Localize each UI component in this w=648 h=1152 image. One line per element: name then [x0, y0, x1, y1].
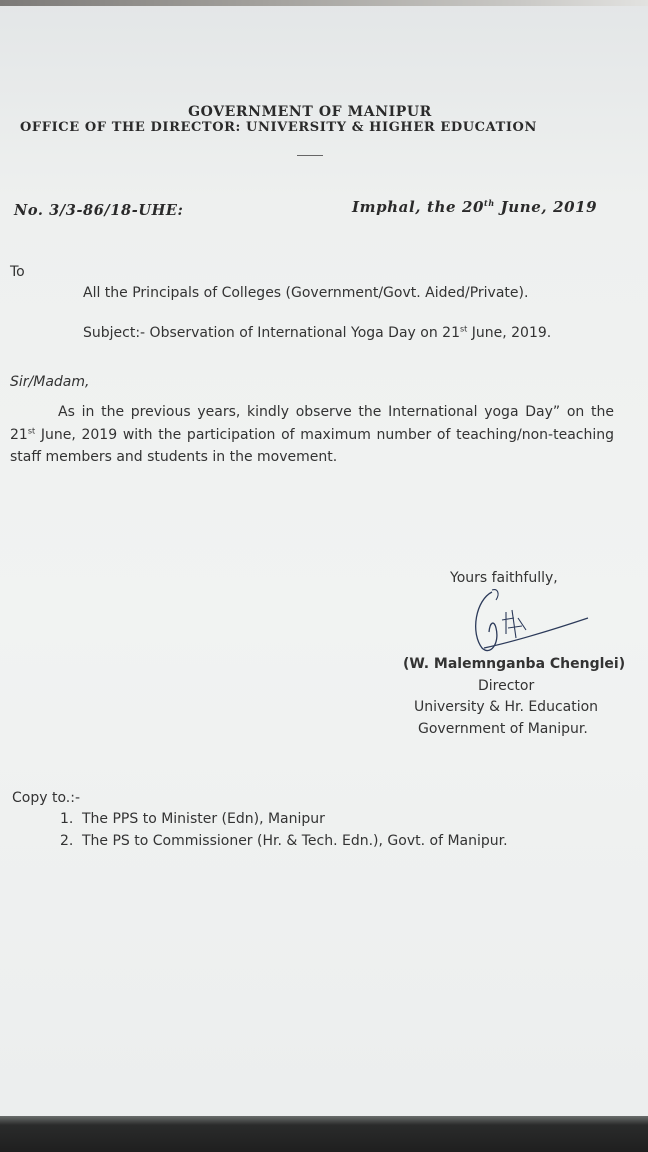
list-item: 2. The PS to Commissioner (Hr. & Tech. Edn.), Govt. of Manipur.: [60, 833, 508, 849]
signatory-name: (W. Malemnganba Chenglei): [403, 656, 626, 672]
signatory-title: Director: [478, 678, 535, 694]
to-label: To: [10, 264, 25, 280]
copy-to-list: [60, 808, 508, 852]
dark-surface-background: [0, 1116, 648, 1152]
list-item: 1. The PPS to Minister (Edn), Manipur: [60, 811, 325, 827]
addressee: All the Principals of Colleges (Government/Govt. Aided/Private).: [83, 285, 529, 301]
letter-body: As in the previous years, kindly observe the International yoga Day” on the 21st June, 2019 with the participation of maximum number of teaching/non-teaching staff members and students in the movement.: [10, 404, 614, 465]
subject-line: Subject:- Observation of International Yoga Day on 21st June, 2019.: [83, 324, 552, 341]
heading-divider: [297, 155, 323, 156]
signatory-department: University & Hr. Education: [414, 699, 599, 715]
reference-number: No. 3/3-86/18-UHE:: [14, 202, 184, 219]
salutation: Sir/Madam,: [10, 374, 90, 390]
signatory-organization: Government of Manipur.: [418, 721, 588, 737]
handwritten-signature: [462, 582, 592, 662]
government-heading: GOVERNMENT OF MANIPUR: [188, 104, 432, 120]
closing-line: Yours faithfully,: [450, 570, 558, 586]
office-heading: OFFICE OF THE DIRECTOR: UNIVERSITY & HIGHER EDUCATION: [20, 120, 537, 135]
letter-date: Imphal, the 20th June, 2019: [352, 198, 598, 216]
page-shadow-edge: [0, 0, 648, 6]
copy-to-label: Copy to.:-: [12, 790, 80, 806]
